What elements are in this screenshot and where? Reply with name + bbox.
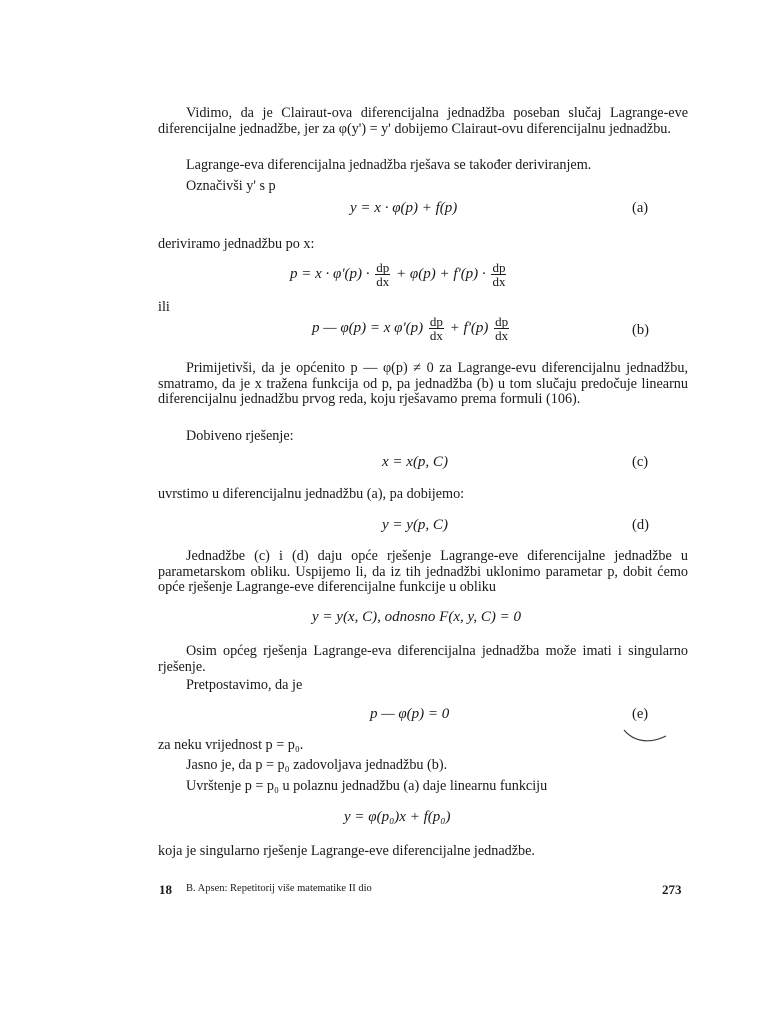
fraction-dp-dx-1 [375, 261, 390, 288]
sheet-number: 18 [159, 882, 172, 897]
equation-a: y = x · φ(p) + f(p) [350, 200, 458, 216]
fraction-denominator: dx [492, 274, 506, 289]
paragraph-or: ili [158, 299, 170, 315]
equation-c: x = x(p, C) [382, 454, 448, 470]
fraction-denominator: dx [495, 328, 509, 343]
paragraph-clearly: Jasno je, da p = p₀ zadovoljava jednadžbu (b). [186, 757, 448, 773]
fraction-denominator: dx [429, 328, 443, 343]
equation-b-left: p — φ(p) = x φ'(p) [312, 319, 424, 336]
paragraph-conclusion: koja je singularno rješenje Lagrange-eve diferencijalne jednadžbe. [158, 843, 535, 859]
book-title: B. Apsen: Repetitorij više matematike II dio [186, 883, 372, 894]
paragraph-insert: Uvrštenje p = p₀ u polaznu jednadžbu (a) daje linearnu funkciju [186, 778, 548, 794]
equation-derivative [290, 261, 508, 288]
paragraph-singular: Osim općeg rješenja Lagrange-eva diferencijalna jednadžba može imati i singularno rješenje. [158, 643, 688, 675]
equation-tag-b: (b) [632, 322, 649, 338]
paragraph-differentiate: deriviramo jednadžbu po x: [158, 236, 315, 252]
fraction-dp-dx-2 [491, 261, 506, 288]
paragraph-notation: Označivši y' s p [186, 178, 276, 194]
pen-underline-mark [620, 722, 670, 746]
fraction-dp-dx-3 [429, 315, 444, 342]
page-number: 273 [662, 882, 682, 897]
equation-e: p — φ(p) = 0 [370, 706, 450, 722]
equation-tag-e: (e) [632, 706, 649, 722]
fraction-numerator: dp [492, 260, 506, 275]
equation-tag-d: (d) [632, 517, 649, 533]
equation-singular: y = φ(p₀)x + f(p₀) [344, 809, 451, 825]
paragraph-assume: Pretpostavimo, da je [186, 677, 303, 693]
fraction-numerator: dp [376, 260, 390, 275]
equation-tag-a: (a) [632, 200, 649, 216]
equation-b-middle: + f'(p) [449, 319, 489, 336]
equation-tag-c: (c) [632, 454, 649, 470]
paragraph-clairaut: Vidimo, da je Clairaut-ova diferencijalna jednadžba poseban slučaj Lagrange-eve diferencijalne jednadžbe, jer za φ(y') = y' dobijemo Clairaut-ovu diferencijalnu jednadžbu. [158, 105, 688, 137]
paragraph-substitute: uvrstimo u diferencijalnu jednadžbu (a), pa dobijemo: [158, 486, 465, 502]
equation-d: y = y(p, C) [382, 517, 448, 533]
equation-derivative-left: p = x · φ'(p) · [290, 265, 370, 282]
equation-derivative-middle: + φ(p) + f'(p) · [396, 265, 486, 282]
fraction-numerator: dp [495, 314, 509, 329]
equation-general: y = y(x, C), odnosno F(x, y, C) = 0 [312, 609, 521, 625]
paragraph-for-value: za neku vrijednost p = p₀. [158, 737, 304, 753]
fraction-dp-dx-4 [494, 315, 509, 342]
paragraph-linear-equation: Primijetivši, da je općenito p — φ(p) ≠ 0 za Lagrange-evu diferencijalnu jednadžbu, smatramo, da je x tražena funkcija od p, pa jednadžba (b) u tom slučaju predočuje linearnu diferencijalnu jednadžbu prvog reda, koju rješavamo prema formuli (106). [158, 360, 688, 407]
fraction-denominator: dx [376, 274, 390, 289]
paragraph-general-solution: Jednadžbe (c) i (d) daju opće rješenje Lagrange-eve diferencijalne jednadžbe u parametarskom obliku. Uspijemo li, da iz tih jednadžbi uklonimo parametar p, dobit ćemo opće rješenje Lagrange-eve diferencijalne funkcije u obliku [158, 548, 688, 595]
equation-b [312, 315, 511, 342]
paragraph-lagrange-method: Lagrange-eva diferencijalna jednadžba rješava se također deriviranjem. [186, 157, 592, 173]
fraction-numerator: dp [429, 314, 443, 329]
paragraph-solution: Dobiveno rješenje: [186, 428, 294, 444]
